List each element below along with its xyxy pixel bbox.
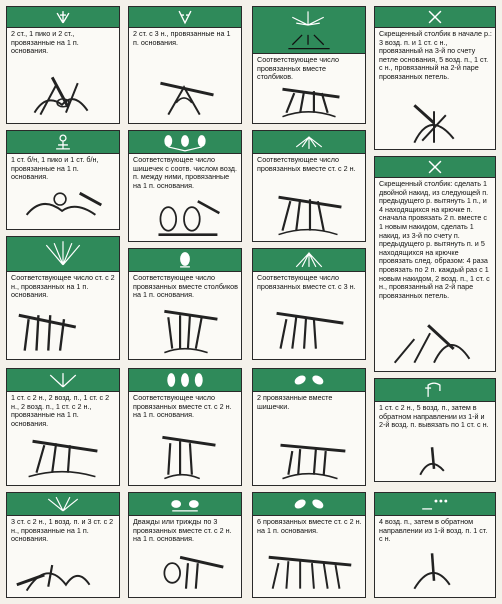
card-c14 <box>252 368 366 486</box>
hook-stitches-icon <box>253 543 365 597</box>
card-text: Дважды или трижды по 3 провязанных вместе ст. с 2 н. на 1 п. основания. <box>133 517 232 544</box>
card-text: Соответствующее число провязанных вместе ст. с 2 н. <box>257 155 356 173</box>
card-text: Соответствующее число ст. с 2 н., провязанных на 1 п. основания. <box>11 273 115 300</box>
hook-stitches-icon <box>7 545 119 597</box>
hook-stitches-icon <box>253 299 365 359</box>
card-text: Соответствующее число провязанных вместе столбиков. <box>257 55 340 82</box>
card-text: 2 провязанные вместе шишечки. <box>257 393 333 411</box>
card-c17 <box>128 492 242 598</box>
hook-stitches-icon <box>129 301 241 359</box>
card-c4 <box>374 6 496 150</box>
card-c5 <box>6 130 120 230</box>
cluster-fan-icon <box>7 7 119 28</box>
bobble-icon <box>129 249 241 272</box>
hook-stitches-icon <box>7 299 119 359</box>
hook-stitches-icon <box>253 425 365 485</box>
small-arch-icon <box>375 493 495 516</box>
card-c16 <box>6 492 120 598</box>
card-c13 <box>128 368 242 486</box>
hook-stitches-icon <box>375 545 495 597</box>
card-text: Скрещенный столбик в начале р.: 3 возд. п. и 1 ст. с н., провязанный на 3-й по счету петле основания, 5 возд. п., 1 ст. с н., провязанный на 2-й паре провязанных петель. <box>379 29 492 81</box>
bobble-group-icon <box>129 493 241 516</box>
hook-stitches-icon <box>129 63 241 123</box>
card-text: 1 ст. с 2 н., 2 возд. п., 1 ст. с 2 н., 2 возд. п., 1 ст. с 2 н., провязанные на 1 п. основания. <box>11 393 110 428</box>
card-text: Соответствующее число провязанных вместе ст. с 2 н. на 1 п. основания. <box>133 393 232 420</box>
hook-stitches-icon <box>7 425 119 485</box>
card-text: Соответствующее число провязанных вместе столбиков на 1 п. основания. <box>133 273 238 300</box>
card-c7 <box>252 130 366 242</box>
decrease-fan-icon <box>253 249 365 272</box>
card-text: 2 ст. с 3 н., провязанные на 1 п. основания. <box>133 29 231 47</box>
small-arch-icon <box>375 379 495 402</box>
bobble-group-icon <box>129 131 241 154</box>
hook-stitches-icon <box>129 193 241 241</box>
card-text: 1 ст. с 2 н., 5 возд. п., затем в обратном направлении из 1-й и 2-й возд. п. вывязать по 1 ст. с н. <box>379 403 489 430</box>
card-text: Соответствующее число шишечек с соотв. числом возд. п. между ними, провязанные на 1 п. основания. <box>133 155 237 190</box>
card-c18 <box>252 492 366 598</box>
decrease-fan-icon <box>253 131 365 154</box>
card-c6 <box>128 130 242 242</box>
card-c9 <box>6 236 120 360</box>
hook-stitches-icon <box>375 441 495 481</box>
card-c2 <box>128 6 242 124</box>
bobble-group-icon <box>129 369 241 392</box>
card-text: 2 ст., 1 пико и 2 ст., провязанные на 1 п. основания. <box>11 29 79 56</box>
fan-icon <box>7 493 119 516</box>
card-c12 <box>6 368 120 486</box>
hook-stitches-icon <box>129 547 241 597</box>
hook-stitches-icon <box>253 77 365 123</box>
card-text: Скрещенный столбик: сделать 1 двойной накид, из следующей п. предыдущего р. вытянуть 1 п., и 4 находящихся на крючке п. сначала провязать 2 п. вместе с 1 новым накидом, сделать 1 накид, из 3-й по счету п. предыдущего р. вытянуть п. и 5 находящихся на крючке провязать след. образом: 4 раза провязать по 2 п. каждый раз с 1 новым накидом, 2 возд. п., 1 ст. с н., провязанный на 2-й паре провязанных петель. <box>379 179 490 300</box>
two-bobbles-icon <box>253 493 365 516</box>
card-text: 1 ст. б/н, 1 пико и 1 ст. б/н, провязанные на 1 п. основания. <box>11 155 99 182</box>
card-c11 <box>252 248 366 360</box>
card-c15 <box>374 378 496 482</box>
fan-icon <box>7 237 119 272</box>
hook-stitches-icon <box>375 99 495 149</box>
card-c8 <box>374 156 496 372</box>
hook-stitches-icon <box>375 319 495 371</box>
card-c1 <box>6 6 120 124</box>
card-c10 <box>128 248 242 360</box>
hook-stitches-icon <box>7 63 119 123</box>
card-text: 4 возд. п., затем в обратном направлении из 1-й возд. п. 1 ст. с н. <box>379 517 488 544</box>
crossed-stitch-icon <box>375 7 495 28</box>
card-c3 <box>252 6 366 124</box>
card-text: 6 провязанных вместе ст. с 2 н. на 1 п. основания. <box>257 517 362 535</box>
crossed-stitch-icon <box>375 157 495 178</box>
hook-stitches-icon <box>7 181 119 229</box>
hook-stitches-icon <box>129 425 241 485</box>
card-c19 <box>374 492 496 598</box>
card-text: Соответствующее число провязанных вместе ст. с 3 н. <box>257 273 356 291</box>
two-bobbles-icon <box>253 369 365 392</box>
v-stitch-icon <box>129 7 241 28</box>
card-text: 3 ст. с 2 н., 1 возд. п. и 3 ст. с 2 н., провязанные на 1 п. основания. <box>11 517 114 544</box>
decrease-fan-icon <box>253 7 365 54</box>
fan-icon <box>7 369 119 392</box>
picot-icon <box>7 131 119 154</box>
hook-stitches-icon <box>253 179 365 241</box>
